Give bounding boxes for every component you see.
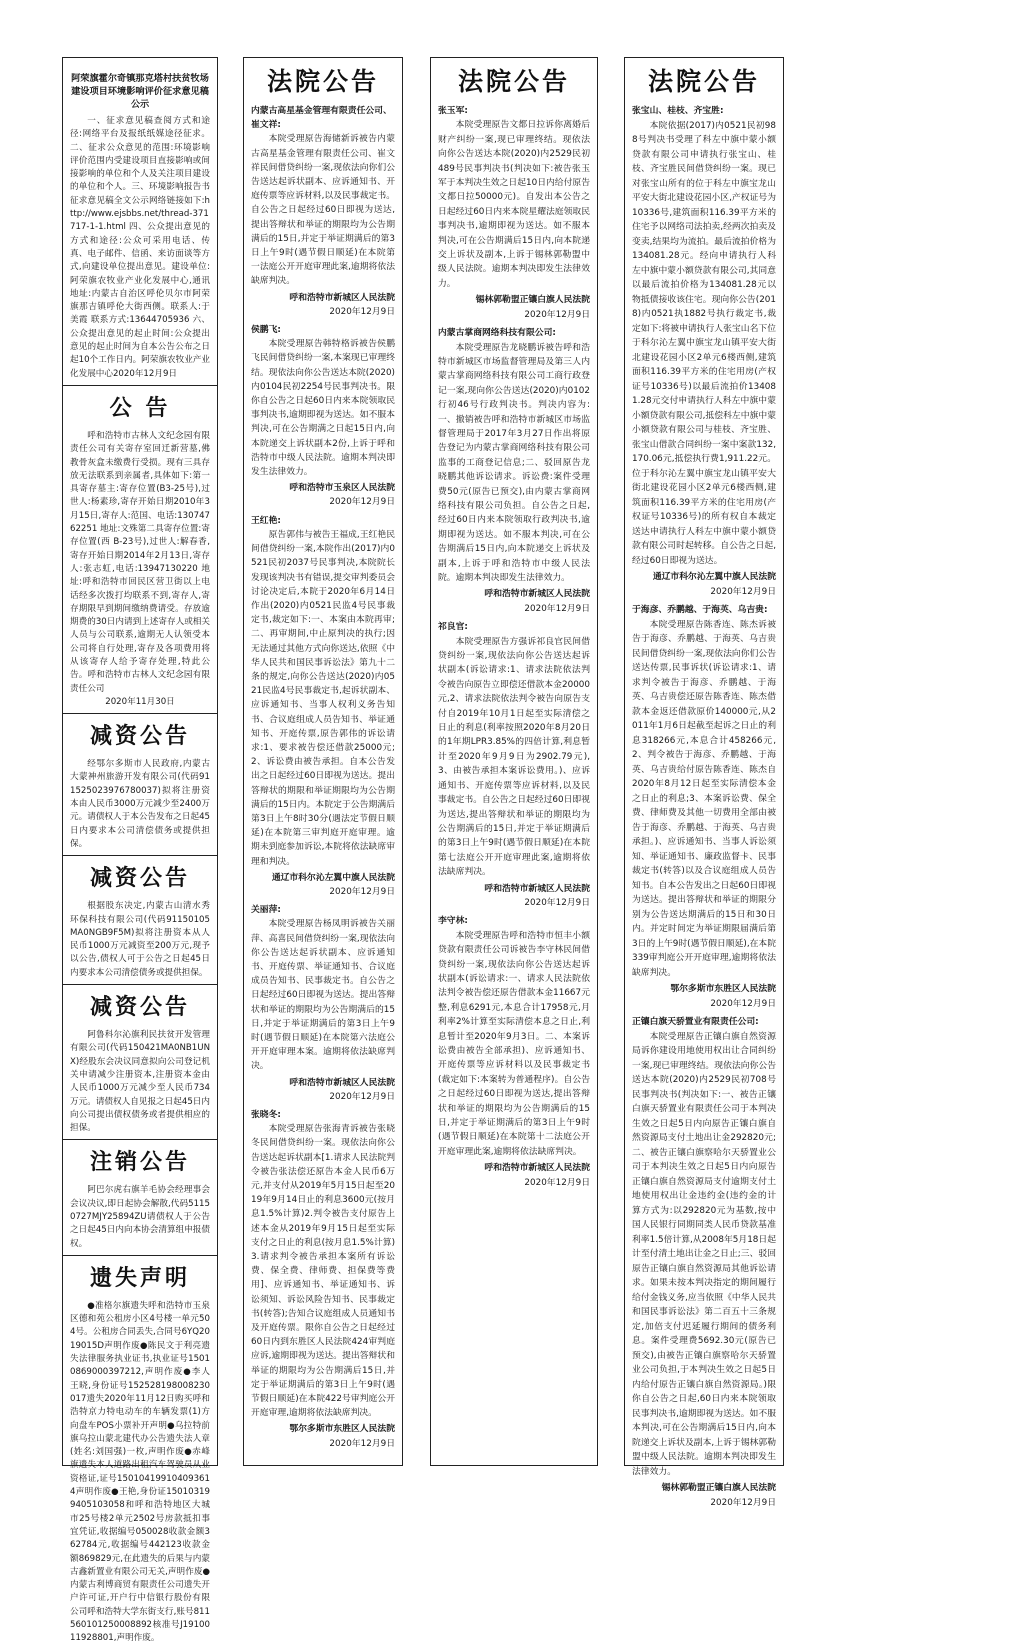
notice-addressee: 正镶白旗天骄置业有限责任公司: (632, 1017, 759, 1027)
notice-addressee: 于海彦、乔鹏越、于海英、乌吉贵: (632, 605, 768, 615)
notice-date: 2020年12月9日 (524, 1177, 590, 1188)
court-notice (632, 603, 776, 1011)
notice-body: 本院受理原告正镶白旗自然资源局诉你建设用地使用权出让合同纠纷一案,现已审理终结。现依法向你公告送达本院(2020)内2529民初708号民事判决书(判决如下:一、被告正镶白旗天骄置业有限责任公司于本判决生效之日起5日内向原告正镶白旗自然资源局支付土地出让金292820元;二、被告正镶白旗察哈尔天骄置业公司于本判决生效之日起5日内向原告正镶白旗自然资源局支付逾期支付土地使用权出让金违约金(违约金的计算方式为:以292820元为基数,按中国人民银行同期同类人民币贷款基准利率1.5倍计算,从2008年5月18日起计至付清土地出让金之日止;三、驳回原告正镶白旗自然资源局其他诉讼请求。如果未按本判决指定的期间履行给付金钱义务,应当依照《中华人民共和国民事诉讼法》第二百五十三条规定,加倍支付迟延履行期间的债务利息。案件受理费5692.30元(原告已预交),由被告正镶白旗察哈尔天骄置业公司负担,于本判决生效之日起5日内给付原告正镶白旗自然资源局。)限你自公告之日起,60日内来本院领取民事判决书,逾期即视为送达。如不服本判决,可在公告期满后15日内,向本院递交上诉状及副本,上诉于锡林郭勒盟中级人民法院。逾期本判决即发生法律效力。 (632, 1031, 776, 1477)
notice-date: 2020年12月9日 (329, 1091, 395, 1102)
notice-body: 阿巴尔虎右旗羊毛协会经理事会会议决议,即日起协会解散,代码51150727MJY25894ZU请债权人于公告之日起45日内向本协会清算组申报债权。 (70, 1185, 210, 1249)
court-notice (251, 514, 395, 899)
column-title: 法院公告 (647, 67, 760, 96)
notice-addressee: 祁良官: (438, 622, 468, 633)
notice-title: 阿荣旗霍尔奇镇那克塔村扶贫牧场建设项目环境影响评价征求意见稿公示 (71, 73, 209, 110)
court-name: 锡林郭勒盟正镶白旗人民法院 (661, 1483, 776, 1493)
notice-body: 本院受理原告海储新诉被告内蒙古高星基金管理有限责任公司、崔文祥民间借贷纠纷一案,现依法向你们公告送达起诉状副本、应诉通知书、开庭传票等应诉材料,以及民事裁定书。自公告之日起经过60日即视为送达,提出答辩状和举证的期限均为公告期满后的15日,并定于举证期满后的第3日上午9时(遇节假日顺延)在本院第一法庭公开开庭审理此案,逾期将依法缺席判决。 (251, 134, 395, 287)
court-name: 呼和浩特市新城区人民法院 (484, 1163, 590, 1174)
notice-body: 本院受理原告韩特格诉被告侯鹏飞民间借贷纠纷一案,本案现已审理终结。现依法向你公告送达本院(2020)内0104民初2254号民事判决书。限你自公告之日起60日内来本院领取民事判决书,逾期即视为送达。如不服本判决,可在公告期满之日起15日内,向本院递交上诉状副本2份,上诉于呼和浩特市中级人民法院。逾期本判决即发生法律效力。 (251, 339, 395, 478)
notice-date: 2020年12月9日 (524, 603, 590, 614)
notice-environment-assessment (70, 62, 210, 381)
notice-addressee: 关丽萍: (251, 905, 281, 916)
court-name: 锡林郭勒盟正镶白旗人民法院 (475, 295, 590, 306)
notice-body: 经鄂尔多斯市人民政府,内蒙古大蒙神州旅游开发有限公司(代码911525023976780037)拟将注册资本由人民币3000万元减少至2400万元。请债权人于本公告发布之日起45日内要求本公司清偿债务或提供担保。 (70, 759, 210, 849)
notice-body: 根据股东决定,内蒙古山清水秀环保科技有限公司(代码91150105MA0NGB9F5M)拟将注册资本从人民币1000万元减资至200万元,现予以公告,债权人可于公告之日起45日内要求本公司清偿债务或提供担保。 (70, 901, 210, 978)
court-notice (438, 914, 590, 1190)
notice-body: 本院受理原告陈香连、陈杰诉被告于海彦、乔鹏越、于海英、乌吉贵民间借贷纠纷一案,现依法向你们公告送达传票,民事诉状(诉讼请求:1、请求判令被告于海彦、乔鹏越、于海英、乌吉贵偿还原告陈香连、陈杰借款本金返还借款原价140000元,从2011年1月6日起截至起诉之日止的利息318266元,本息合计458266元,2、判令被告于海彦、乔鹏越、于海英、乌吉贵给付原告陈香连、陈杰自2020年8月12日起至实际清偿本金之日止的利息;3、本案诉讼费、保全费、律师费及其他一切费用全部由被告于海彦、乔鹏越、于海英、乌吉贵承担。)、应诉通知书、当事人诉讼须知、举证通知书、廉政监督卡、民事裁定书(转答)以及合议庭组成人员告知书。自本公告发出之日起60日即视为送达。提出答辩状和举证的期限分别为公告送达期满后的15日和30日内。并定时间定为举证期限届满后第3日的上午9时(遇节假日顺延),在本院339审判庭公开开庭审理,逾期将依法缺席判决。 (632, 619, 777, 978)
notice-date: 2020年12月9日 (329, 886, 395, 897)
notice-date: 2020年12月9日 (329, 497, 395, 508)
court-name: 鄂尔多斯市东胜区人民法院 (670, 984, 776, 994)
notice-title: 减资公告 (89, 723, 190, 750)
column-notices-left (62, 57, 218, 1644)
notice-date: 2020年12月9日 (710, 998, 776, 1009)
court-notice (438, 620, 590, 910)
notice-title: 公 告 (109, 394, 171, 421)
court-name: 呼和浩特市新城区人民法院 (289, 1077, 395, 1088)
court-notice (251, 1108, 395, 1451)
column-title: 法院公告 (266, 67, 379, 96)
notice-date: 2020年12月9日 (524, 897, 590, 908)
notice-date: 2020年12月9日 (329, 306, 395, 317)
notice-date: 2020年11月30日 (105, 696, 175, 707)
notice-date: 2020年12月9日 (524, 309, 590, 320)
notice-addressee: 内蒙古掌商网络科技有限公司: (438, 328, 556, 339)
notice-body: 本院受理原告龙晓鹏诉被告呼和浩特市新城区市场监督管理局及第三人内蒙古掌商网络科技有限公司工商行政登记一案,现向你公告送达(2020)内0102行初46号行政判决书。判决内容为:一、撤销被告呼和浩特市新城区市场监督管理局于2017年3月27日作出将原告登记为内蒙古掌商网络科技有限公司监事的工商登记信息;二、驳回原告龙晓鹏其他诉讼请求。诉讼费:案件受理费50元(原告已预交),由内蒙古掌商网络科技有限公司负担。自公告之日起,经过60日内来本院领取行政判决书,逾期即视为送达。如不服本判决,可在公告期满后15日内,向本院递交上诉状及副本,上诉于呼和浩特市中级人民法院。逾期本判决即发生法律效力。 (438, 342, 590, 583)
notice-body: 本院受理原告方强诉祁良官民间借贷纠纷一案,现依法向你公告送达起诉状副本(诉讼请求:1、请求法院依法判令被告向原告立即偿还借款本金20000元,2、请求法院依法判令被告向原告支付自2019年10月1日起至实际清偿之日止的利息(利率按照2020年8月20日的1年期LPR3.85%的四倍计算,利息暂计至2020年9月9日为2902.79元),3、由被告承担本案诉讼费用。)、应诉通知书、开庭传票等应诉材料,以及民事裁定书。自公告之日起经过60日即视为送达,提出答辩状和举证的期限均为公告期满后的15日,并定于举证期满后的第3日上午9时(遇节假日顺延)在本院第七法庭公开开庭审理此案,逾期将依法缺席判决。 (438, 636, 590, 878)
notice-addressee: 李守林: (438, 916, 468, 927)
court-name: 鄂尔多斯市东胜区人民法院 (289, 1424, 395, 1435)
column-title: 法院公告 (457, 67, 570, 96)
notice-addressee: 张玉军: (438, 106, 468, 116)
court-name: 通辽市科尔沁左翼中旗人民法院 (652, 572, 776, 582)
notice-body: 本院受理原告文都日拉诉你离婚后财产纠纷一案,现已审理终结。现依法向你公告送达本院(2020)内2529民初489号民事判决书(判决如下:被告张玉军于本判决生效之日起10日内给付原告文都日拉50000元)。自发出本公告之日起经过60日内来本院星耀法庭领取民事判决书,逾期即视为送达。如不服本判决,可在公告期满后15日内,向本院递交上诉状及副本,上诉于锡林郭勒盟中级人民法院。逾期本判决即发生法律效力。 (438, 120, 590, 289)
court-name: 呼和浩特市新城区人民法院 (289, 292, 395, 303)
notice-body: 本院受理原告呼和浩特市恒丰小额贷款有限责任公司诉被告李守林民间借贷纠纷一案,现依法向你公告送达起诉状副本(诉讼请求:一、请求人民法院依法判令被告偿还原告借款本金11667元整,利息6291元,本息合计17958元,月利率2%计算至实际清偿本息之日止,利息暂计至2020年9月3日。二、本案诉讼费由被告全部承担)、应诉通知书、开庭传票等应诉材料以及民事裁定书(裁定如下:本案转为普通程序)。自公告之日起经过60日即视为送达,提出答辩状和举证的期限均为公告期满后的15日,并定于举证期满后的第3日上午9时(遇节假日顺延)在本院第十二法庭公开开庭审理此案,逾期将依法缺席判决。 (438, 930, 590, 1157)
court-notice (251, 104, 395, 319)
court-notice (438, 104, 590, 322)
notice-body: 呼和浩特市古林人文纪念园有限责任公司有关寄存室回迁新营墓,佛教骨灰盒未缴费行受损。现有三具存放无法联系到亲属者,具体如下:第一具寄存墓主:寄存位置(B3-25号),过世人:杨素珍,寄存开始日期2010年3月15日,寄存人:范国、电话:13074762251 地址:文殊第二具寄存位置:寄存位置(西 B-23号),过世人:解春香,寄存开始日期2014年2月13日,寄存人:张志虹,电话:13947130220 地址:呼和浩特市回民区营卫街以上电话经多次拨打均联系不到,寄存人,寄存期限早到期间缴纳费请受。存放逾期费的30日内请到上述寄存人或相关人员与公司联系,逾期无人认领受本公司将自行处理,寄存及各项费用将从该寄存人给予寄存处理,特此公告。呼和浩特市古林人文纪念园有限责任公司 (70, 430, 210, 694)
column-court-notices-2 (243, 57, 403, 1466)
notice-body: 原告郭伟与被告王福成,王红艳民间借贷纠纷一案,本院作出(2017)内0521民初2037号民事判决,本院院长发现该判决书有错误,提交审判委员会讨论决定后,本院于2020年6月14日作出(2020)内0521民监4号民事裁定书,裁定如下:一、本案由本院再审;二、再审期间,中止原判决的执行;因无法通过其他方式向你送达,依照《中华人民共和国民事诉讼法》第九十二条的规定,向你公告送达(2020)内0521民监4号民事裁定书,起诉状副本、应诉通知书、当事人权利义务告知书、合议庭组成人员告知书、举证通知书、开庭传票,原告郭伟的诉讼请求:1、要求被告偿还借款25000元;2、诉讼费由被告承担。自本公告发出之日起经过60日即视为送达。提出答辩状的期限和举证期限均为公告期满后的15日内。本院定于公告期满后第3日上午8时30分(遇法定节假日顺延)在本院第三审判庭开庭审理。逾期未到庭参加诉讼,本院将依法缺席审理和判决。 (251, 529, 395, 867)
notice-date: 2020年12月9日 (710, 586, 776, 597)
notice-title: 遗失声明 (89, 1264, 190, 1291)
notice-capital-reduction-3 (70, 985, 210, 1135)
notice-addressee: 王红艳: (251, 515, 281, 526)
notice-announcement (70, 386, 210, 709)
notice-addressee: 张宝山、桂枝、齐宝胜: (632, 106, 724, 116)
column-court-notices-4 (624, 57, 784, 1508)
notice-loss-statement (70, 1256, 210, 1646)
notice-addressee: 侯鹏飞: (251, 325, 281, 336)
notice-capital-reduction-1 (70, 714, 210, 851)
court-notice (632, 1015, 776, 1510)
notice-body: 本院受理原告杨凤明诉被告关丽萍、高喜民间借贷纠纷一案,现依法向你公告送达起诉状副本、应诉通知书、开庭传票、举证通知书、合议庭成员告知书、民事裁定书。自公告之日起经过60日即视为送达。提出答辩状和举证的期限均为公告期满后的15日,并定于举证期满后的第3日上午9时(遇节假日顺延)在本院第六法庭公开开庭审理本案。逾期将依法缺席判决。 (251, 919, 395, 1072)
notice-body: 本院受理原告张海青诉被告张晓冬民间借贷纠纷一案。现依法向你公告送达起诉状副本[1.请求人民法院判令被告张法偿还原告本金人民币6万元,并支付从2019年5月15日起至2019年9月14日止的利息3600元(按月息1.5%计算)2.判令被告支付原告上述本金从2019年9月15日起至实际支付之日止的利息(按月息1.5%计算)3.请求判令被告承担本案所有诉讼费、保全费、律师费、担保费等费用]、应诉通知书、举证通知书、诉讼须知、诉讼风险告知书、民事裁定书(转答);告知合议庭组成人员通知书及开庭传票。限你自公告之日起经过60日内到东胜区人民法院424审判庭应诉,逾期即视为送达。提出答辩状和举证的期限均为公告期满后15日,并定于举证期满后的第3日上午9时(遇节假日顺延)在本院422号审判庭公开开庭审理,逾期将依法缺席判决。 (251, 1124, 395, 1419)
notice-capital-reduction-2 (70, 856, 210, 980)
notice-title: 注销公告 (89, 1149, 190, 1176)
notice-body: 一、征求意见稿查阅方式和途径:网络平台及报纸纸媒途径征求。二、征求公众意见的范围:环境影响评价范围内受建设项目直接影响或间接影响的单位和个人及关注项目建设的单位和个人。三、环境影响报告书征求意见稿全文公示网络链接如下:http://www.ejsbbs.net/thread-371717-1-1.html 四、公众提出意见的方式和途径:公众可采用电话、传真、电子邮件、信函、来访面谈等方式,向建设单位提出意见。建设单位:阿荣旗农牧业产业化发展中心,通讯地址:内蒙古自治区呼伦贝尔市阿荣旗那吉镇呼伦大街西侧。联系人:于美霞 联系方式:13644705936 六、公众提出意见的起止时间:公众提出意见的起止时间为自本公告公布之日起10个工作日内。阿荣旗农牧业产业化发展中心2020年12月9日 (70, 116, 210, 379)
notice-addressee: 张晓冬: (251, 1110, 281, 1121)
notice-deregistration (70, 1140, 210, 1250)
court-name: 呼和浩特市新城区人民法院 (484, 589, 590, 600)
court-notice (632, 104, 776, 599)
notice-body: 阿鲁科尔沁旗利民扶贫开发管理有限公司(代码150421MA0NB1UN X)经股东会决议同意拟向公司登记机关申请减少注册资本,注册资本金由人民币1000万元减少至人民币734万元。请债权人自见报之日起45日内向公司提出债权债务或者提供相应的担保。 (70, 1030, 210, 1134)
court-notice (251, 903, 395, 1104)
court-notice (251, 323, 395, 510)
court-name: 呼和浩特市新城区人民法院 (484, 883, 590, 894)
notice-addressee: 内蒙古高星基金管理有限责任公司、崔文祥: (251, 106, 392, 131)
column-court-notices-3 (430, 57, 598, 1466)
notice-title: 减资公告 (89, 994, 190, 1021)
notice-body: 本院依据(2017)内0521民初988号判决书受理了科左中旗中蒙小额贷款有限公司申请执行张宝山、桂枝、齐宝胜民间借贷纠纷一案。现已对张宝山所有的位于科左中旗宝龙山平安大街北建设花园小区,产权证号为10336号,建筑面积116.39平方米的住宅予以网络司法拍卖,经两次拍卖及变卖,结果均为流拍。最后流拍价格为134081.28元。经向申请执行人科左中旗中蒙小额贷款有限公司,其同意以最后流拍价格为134081.28元以物抵债接收该住宅。现向你公告(2018)内0521执1882号执行裁定书,裁定如下:将被申请执行人张宝山名下位于科尔沁左翼中旗宝龙山镇平安大街北建设花园小区2单元6楼西侧,建筑面积116.39平方米的住宅用房(产权证号10336号)以最后流拍价134081.28元交付申请执行人科左中旗中蒙小额贷款有限公司,抵偿科左中旗中蒙小额贷款有限公司与桂枝、齐宝胜、张宝山借款合同纠纷一案中案款132,170.06元,抵偿执行费1,911.22元。位于科尔沁左翼中旗宝龙山镇平安大街北建设花园小区2单元6楼西侧,建筑面积116.39平方米的住宅用房(产权证号10336号)的所有权自本裁定送达申请执行人科左中旗中蒙小额贷款有限公司时起转移。自公告之日起,经过60日即视为送达。 (632, 120, 776, 566)
court-name: 通辽市科尔沁左翼中旗人民法院 (271, 872, 395, 883)
notice-date: 2020年12月9日 (710, 1497, 776, 1508)
court-name: 呼和浩特市玉泉区人民法院 (289, 483, 395, 494)
notice-date: 2020年12月9日 (329, 1438, 395, 1449)
notice-body: ●准格尔旗遗失呼和浩特市玉泉区德和苑公租房小区4号楼一单元504号。公租房合同丢失,合同号6YQ2019015D声明作废●陈民文于利亮遗失法律服务执业证书,执业证号15010869000397212,声明作废●李人王晓,身份证号152528198008230017遗失2020年11月12日购买呼和浩特京力特电动车的车辆发票(1)方向盘车POS小票补开声明●乌拉特前旗乌拉山蒙北建代办公告遗失法人章(姓名:刘国强)一枚,声明作废●赤峰旗遗失本人道路出租汽车驾驶员从业资格证,证号150104199104093614声明作废●王艳,身份证150103199405103058和呼和浩特地区大城市25号楼2单元2502号房款抵扣事宜凭证,收据编号050028收款金额362784元,收据编号442123收款金额869829元,在此遗失的后果与内蒙古鑫新置业有限公司无关,声明作废●内蒙古利博商贸有限责任公司遗失开户许可证,开户行中信银行股份有限公司呼和浩特大学东街支行,账号811560101250008892核准号J1910011928801,声明作废。 (70, 1300, 210, 1644)
court-notice (438, 326, 590, 616)
notice-title: 减资公告 (89, 865, 190, 892)
